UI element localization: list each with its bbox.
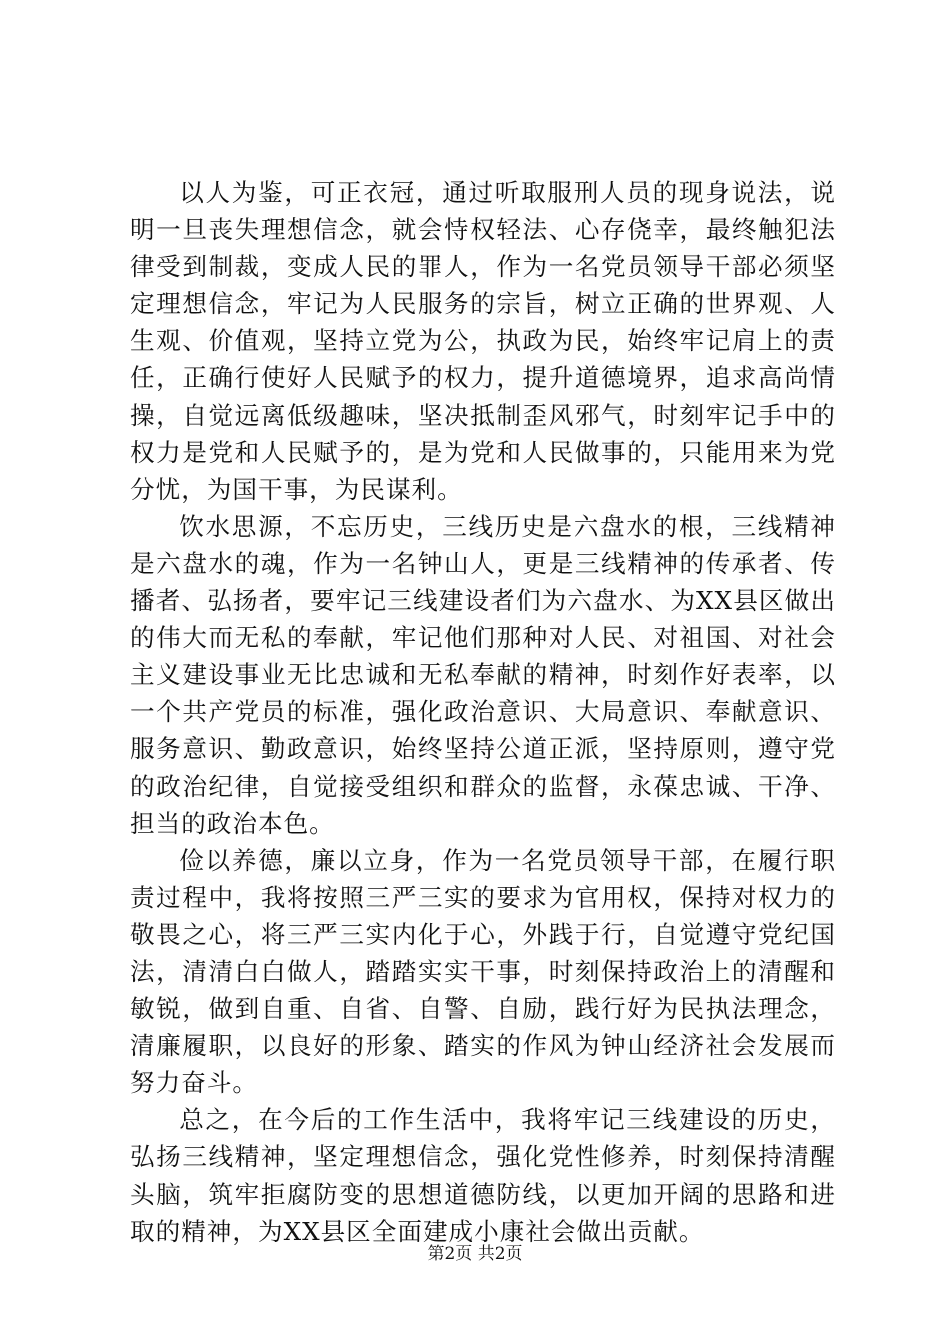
document-body <box>130 174 836 1250</box>
paragraph-2: 饮水思源，不忘历史，三线历史是六盘水的根，三线精神是六盘水的魂，作为一名钟山人，更是三线精神的传承者、传播者、弘扬者，要牢记三线建设者们为六盘水、为XX县区做出的伟大而无私的奉献，牢记他们那种对人民、对祖国、对社会主义建设事业无比忠诚和无私奉献的精神，时刻作好表率，以一个共产党员的标准，强化政治意识、大局意识、奉献意识、服务意识、勤政意识，始终坚持公道正派，坚持原则，遵守党的政治纪律，自觉接受组织和群众的监督，永葆忠诚、干净、担当的政治本色。 <box>130 511 836 838</box>
paragraph-3: 俭以养德，廉以立身，作为一名党员领导干部，在履行职责过程中，我将按照三严三实的要求为官用权，保持对权力的敬畏之心，将三严三实内化于心，外践于行，自觉遵守党纪国法，清清白白做人，踏踏实实干事，时刻保持政治上的清醒和敏锐，做到自重、自省、自警、自励，践行好为民执法理念，清廉履职，以良好的形象、踏实的作风为钟山经济社会发展而努力奋斗。 <box>130 845 836 1098</box>
paragraph-1: 以人为鉴，可正衣冠，通过听取服刑人员的现身说法，说明一旦丧失理想信念，就会恃权轻法、心存侥幸，最终触犯法律受到制裁，变成人民的罪人，作为一名党员领导干部必须坚定理想信念，牢记为人民服务的宗旨，树立正确的世界观、人生观、价值观，坚持立党为公，执政为民，始终牢记肩上的责任，正确行使好人民赋予的权力，提升道德境界，追求高尚情操，自觉远离低级趣味，坚决抵制歪风邪气，时刻牢记手中的权力是党和人民赋予的，是为党和人民做事的，只能用来为党分忧，为国干事，为民谋利。 <box>130 178 836 504</box>
page-footer: 第2页 共2页 <box>427 1244 523 1264</box>
paragraph-4: 总之，在今后的工作生活中，我将牢记三线建设的历史，弘扬三线精神，坚定理想信念，强化党性修养，时刻保持清醒头脑，筑牢拒腐防变的思想道德防线，以更加开阔的思路和进取的精神，为XX县区全面建成小康社会做出贡献。 <box>130 1105 836 1246</box>
